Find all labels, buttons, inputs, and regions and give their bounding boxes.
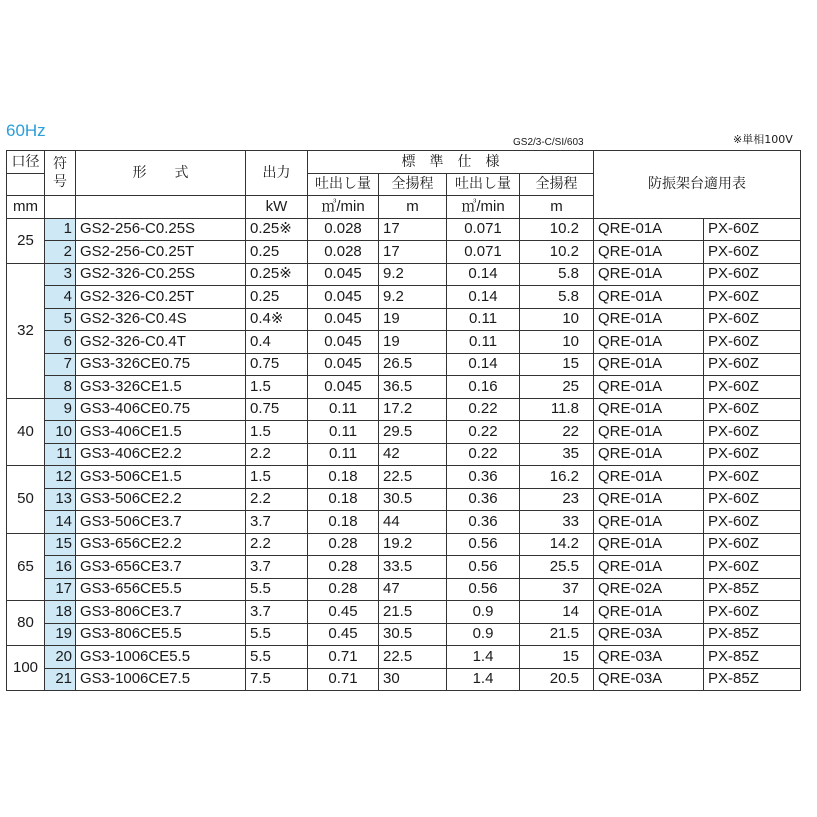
model-name: GS3-406CE0.75	[76, 398, 246, 421]
head-1: 36.5	[379, 376, 447, 399]
bore-size: 32	[7, 263, 45, 398]
bore-size: 25	[7, 218, 45, 263]
head-2: 16.2	[520, 466, 594, 489]
output-kw: 1.5	[246, 466, 308, 489]
head-2: 5.8	[520, 286, 594, 309]
header-head-1: 全揚程	[379, 173, 447, 196]
head-1: 22.5	[379, 646, 447, 669]
unit-symbol-blank	[45, 196, 76, 219]
table-row	[7, 241, 801, 264]
head-2: 35	[520, 443, 594, 466]
head-2: 11.8	[520, 398, 594, 421]
mount-qre: QRE-01A	[594, 286, 704, 309]
table-row	[7, 556, 801, 579]
output-kw: 0.4※	[246, 308, 308, 331]
mount-px: PX-60Z	[704, 308, 801, 331]
head-1: 26.5	[379, 353, 447, 376]
mount-px: PX-60Z	[704, 353, 801, 376]
table-row	[7, 263, 801, 286]
model-name: GS3-656CE3.7	[76, 556, 246, 579]
mount-px: PX-85Z	[704, 578, 801, 601]
symbol-number: 18	[45, 601, 76, 624]
model-name: GS3-656CE5.5	[76, 578, 246, 601]
model-name: GS2-326-C0.25T	[76, 286, 246, 309]
mount-qre: QRE-01A	[594, 466, 704, 489]
head-2: 10	[520, 331, 594, 354]
mount-px: PX-60Z	[704, 376, 801, 399]
mount-px: PX-60Z	[704, 421, 801, 444]
mount-px: PX-60Z	[704, 286, 801, 309]
output-kw: 3.7	[246, 556, 308, 579]
symbol-number: 20	[45, 646, 76, 669]
mount-qre: QRE-01A	[594, 376, 704, 399]
table-row	[7, 398, 801, 421]
discharge-1: 0.45	[308, 623, 379, 646]
discharge-1: 0.045	[308, 308, 379, 331]
head-1: 19	[379, 331, 447, 354]
discharge-2: 0.22	[447, 443, 520, 466]
symbol-number: 12	[45, 466, 76, 489]
discharge-2: 0.14	[447, 353, 520, 376]
symbol-number: 14	[45, 511, 76, 534]
header-discharge-2: 吐出し量	[447, 173, 520, 196]
bore-size: 100	[7, 646, 45, 691]
symbol-number: 1	[45, 218, 76, 241]
discharge-1: 0.11	[308, 398, 379, 421]
model-name: GS3-506CE1.5	[76, 466, 246, 489]
discharge-2: 0.16	[447, 376, 520, 399]
head-1: 9.2	[379, 263, 447, 286]
symbol-number: 17	[45, 578, 76, 601]
head-1: 29.5	[379, 421, 447, 444]
header-bore-blank	[7, 173, 45, 196]
table-row	[7, 353, 801, 376]
table-row	[7, 466, 801, 489]
header-symbol: 符号	[45, 151, 76, 196]
table-row	[7, 668, 801, 691]
output-kw: 2.2	[246, 488, 308, 511]
symbol-number: 11	[45, 443, 76, 466]
bore-size: 65	[7, 533, 45, 601]
symbol-number: 9	[45, 398, 76, 421]
head-2: 10.2	[520, 241, 594, 264]
mount-qre: QRE-01A	[594, 556, 704, 579]
mount-qre: QRE-01A	[594, 421, 704, 444]
unit-bore: mm	[7, 196, 45, 219]
unit-discharge-1: ㎥/min	[308, 196, 379, 219]
mount-px: PX-60Z	[704, 263, 801, 286]
head-2: 14	[520, 601, 594, 624]
model-name: GS3-406CE1.5	[76, 421, 246, 444]
output-kw: 1.5	[246, 421, 308, 444]
table-row	[7, 646, 801, 669]
model-name: GS2-256-C0.25S	[76, 218, 246, 241]
discharge-2: 0.071	[447, 218, 520, 241]
table-row	[7, 511, 801, 534]
head-1: 30	[379, 668, 447, 691]
bore-size: 40	[7, 398, 45, 466]
model-name: GS3-326CE0.75	[76, 353, 246, 376]
mount-qre: QRE-01A	[594, 263, 704, 286]
mount-px: PX-60Z	[704, 601, 801, 624]
discharge-1: 0.71	[308, 668, 379, 691]
table-row	[7, 601, 801, 624]
mount-px: PX-60Z	[704, 218, 801, 241]
mount-qre: QRE-03A	[594, 668, 704, 691]
discharge-1: 0.28	[308, 578, 379, 601]
discharge-1: 0.71	[308, 646, 379, 669]
model-name: GS2-326-C0.4S	[76, 308, 246, 331]
discharge-2: 0.36	[447, 466, 520, 489]
mount-qre: QRE-01A	[594, 533, 704, 556]
unit-discharge-2: ㎥/min	[447, 196, 520, 219]
head-2: 10.2	[520, 218, 594, 241]
mount-px: PX-60Z	[704, 533, 801, 556]
output-kw: 5.5	[246, 623, 308, 646]
table-row	[7, 533, 801, 556]
symbol-number: 2	[45, 241, 76, 264]
mount-qre: QRE-01A	[594, 443, 704, 466]
output-kw: 3.7	[246, 511, 308, 534]
symbol-number: 8	[45, 376, 76, 399]
symbol-number: 19	[45, 623, 76, 646]
symbol-number: 16	[45, 556, 76, 579]
mount-px: PX-60Z	[704, 331, 801, 354]
table-row	[7, 443, 801, 466]
header-output: 出力	[246, 151, 308, 196]
discharge-2: 0.36	[447, 511, 520, 534]
mount-qre: QRE-02A	[594, 578, 704, 601]
output-kw: 7.5	[246, 668, 308, 691]
mount-px: PX-85Z	[704, 668, 801, 691]
symbol-number: 15	[45, 533, 76, 556]
mount-qre: QRE-01A	[594, 511, 704, 534]
discharge-1: 0.11	[308, 421, 379, 444]
head-2: 25.5	[520, 556, 594, 579]
head-1: 30.5	[379, 623, 447, 646]
table-row	[7, 286, 801, 309]
discharge-1: 0.28	[308, 533, 379, 556]
head-2: 37	[520, 578, 594, 601]
discharge-1: 0.18	[308, 488, 379, 511]
head-1: 42	[379, 443, 447, 466]
discharge-2: 0.14	[447, 263, 520, 286]
discharge-1: 0.045	[308, 331, 379, 354]
unit-head-1: m	[379, 196, 447, 219]
document-code: GS2/3-C/SI/603	[513, 137, 584, 148]
table-row	[7, 218, 801, 241]
mount-px: PX-60Z	[704, 511, 801, 534]
discharge-1: 0.045	[308, 376, 379, 399]
discharge-2: 0.14	[447, 286, 520, 309]
head-2: 25	[520, 376, 594, 399]
output-kw: 5.5	[246, 646, 308, 669]
head-2: 21.5	[520, 623, 594, 646]
mount-px: PX-60Z	[704, 398, 801, 421]
head-2: 10	[520, 308, 594, 331]
symbol-number: 13	[45, 488, 76, 511]
table-row	[7, 488, 801, 511]
discharge-1: 0.18	[308, 466, 379, 489]
discharge-2: 0.22	[447, 398, 520, 421]
mount-qre: QRE-01A	[594, 601, 704, 624]
mount-qre: QRE-01A	[594, 353, 704, 376]
unit-model-blank	[76, 196, 246, 219]
discharge-2: 0.9	[447, 623, 520, 646]
output-kw: 2.2	[246, 533, 308, 556]
table-row	[7, 421, 801, 444]
pump-spec-table	[6, 150, 801, 691]
discharge-2: 0.22	[447, 421, 520, 444]
discharge-1: 0.28	[308, 556, 379, 579]
mount-qre: QRE-01A	[594, 308, 704, 331]
model-name: GS3-506CE3.7	[76, 511, 246, 534]
head-1: 19	[379, 308, 447, 331]
header-discharge-1: 吐出し量	[308, 173, 379, 196]
model-name: GS3-406CE2.2	[76, 443, 246, 466]
model-name: GS3-1006CE5.5	[76, 646, 246, 669]
mount-qre: QRE-01A	[594, 331, 704, 354]
discharge-1: 0.045	[308, 353, 379, 376]
header-bore: 口径	[7, 151, 45, 174]
symbol-number: 5	[45, 308, 76, 331]
symbol-number: 4	[45, 286, 76, 309]
header-model: 形 式	[76, 151, 246, 196]
model-name: GS3-806CE5.5	[76, 623, 246, 646]
head-1: 9.2	[379, 286, 447, 309]
model-name: GS2-256-C0.25T	[76, 241, 246, 264]
head-2: 15	[520, 646, 594, 669]
head-1: 19.2	[379, 533, 447, 556]
discharge-1: 0.45	[308, 601, 379, 624]
symbol-number: 6	[45, 331, 76, 354]
output-kw: 0.25※	[246, 218, 308, 241]
head-1: 22.5	[379, 466, 447, 489]
discharge-2: 0.11	[447, 331, 520, 354]
head-2: 15	[520, 353, 594, 376]
symbol-number: 21	[45, 668, 76, 691]
head-1: 44	[379, 511, 447, 534]
discharge-2: 0.9	[447, 601, 520, 624]
head-2: 33	[520, 511, 594, 534]
mount-px: PX-60Z	[704, 556, 801, 579]
output-kw: 5.5	[246, 578, 308, 601]
mount-qre: QRE-01A	[594, 488, 704, 511]
table-row	[7, 578, 801, 601]
table-row	[7, 623, 801, 646]
mount-px: PX-85Z	[704, 623, 801, 646]
discharge-1: 0.11	[308, 443, 379, 466]
mount-px: PX-85Z	[704, 646, 801, 669]
header-vibration-mount: 防振架台適用表	[594, 151, 801, 219]
output-kw: 0.4	[246, 331, 308, 354]
mount-px: PX-60Z	[704, 466, 801, 489]
head-2: 20.5	[520, 668, 594, 691]
discharge-1: 0.045	[308, 263, 379, 286]
output-kw: 0.75	[246, 398, 308, 421]
discharge-1: 0.028	[308, 218, 379, 241]
unit-head-2: m	[520, 196, 594, 219]
output-kw: 0.25※	[246, 263, 308, 286]
head-1: 21.5	[379, 601, 447, 624]
header-standard-spec: 標 準 仕 様	[308, 151, 594, 174]
output-kw: 0.25	[246, 286, 308, 309]
discharge-1: 0.045	[308, 286, 379, 309]
head-2: 22	[520, 421, 594, 444]
head-2: 23	[520, 488, 594, 511]
model-name: GS3-326CE1.5	[76, 376, 246, 399]
head-1: 30.5	[379, 488, 447, 511]
discharge-2: 1.4	[447, 646, 520, 669]
discharge-2: 0.56	[447, 556, 520, 579]
model-name: GS3-506CE2.2	[76, 488, 246, 511]
output-kw: 2.2	[246, 443, 308, 466]
output-kw: 3.7	[246, 601, 308, 624]
mount-qre: QRE-03A	[594, 623, 704, 646]
frequency-label: 60Hz	[6, 121, 46, 140]
model-name: GS2-326-C0.25S	[76, 263, 246, 286]
model-name: GS3-806CE3.7	[76, 601, 246, 624]
table-row	[7, 376, 801, 399]
model-name: GS3-1006CE7.5	[76, 668, 246, 691]
bore-size: 50	[7, 466, 45, 534]
head-1: 17	[379, 241, 447, 264]
discharge-1: 0.18	[308, 511, 379, 534]
discharge-2: 0.071	[447, 241, 520, 264]
discharge-2: 0.36	[447, 488, 520, 511]
symbol-number: 7	[45, 353, 76, 376]
mount-qre: QRE-01A	[594, 241, 704, 264]
head-1: 33.5	[379, 556, 447, 579]
mount-px: PX-60Z	[704, 443, 801, 466]
mount-qre: QRE-03A	[594, 646, 704, 669]
discharge-2: 0.11	[447, 308, 520, 331]
head-2: 14.2	[520, 533, 594, 556]
head-1: 47	[379, 578, 447, 601]
head-1: 17	[379, 218, 447, 241]
output-kw: 1.5	[246, 376, 308, 399]
mount-px: PX-60Z	[704, 241, 801, 264]
symbol-number: 3	[45, 263, 76, 286]
output-kw: 0.75	[246, 353, 308, 376]
header-head-2: 全揚程	[520, 173, 594, 196]
table-row	[7, 331, 801, 354]
bore-size: 80	[7, 601, 45, 646]
model-name: GS3-656CE2.2	[76, 533, 246, 556]
unit-output: kW	[246, 196, 308, 219]
discharge-2: 0.56	[447, 533, 520, 556]
head-2: 5.8	[520, 263, 594, 286]
discharge-2: 0.56	[447, 578, 520, 601]
output-kw: 0.25	[246, 241, 308, 264]
discharge-2: 1.4	[447, 668, 520, 691]
single-phase-note: ※単相100V	[733, 133, 793, 146]
model-name: GS2-326-C0.4T	[76, 331, 246, 354]
mount-px: PX-60Z	[704, 488, 801, 511]
table-row	[7, 308, 801, 331]
head-1: 17.2	[379, 398, 447, 421]
symbol-number: 10	[45, 421, 76, 444]
mount-qre: QRE-01A	[594, 398, 704, 421]
discharge-1: 0.028	[308, 241, 379, 264]
mount-qre: QRE-01A	[594, 218, 704, 241]
